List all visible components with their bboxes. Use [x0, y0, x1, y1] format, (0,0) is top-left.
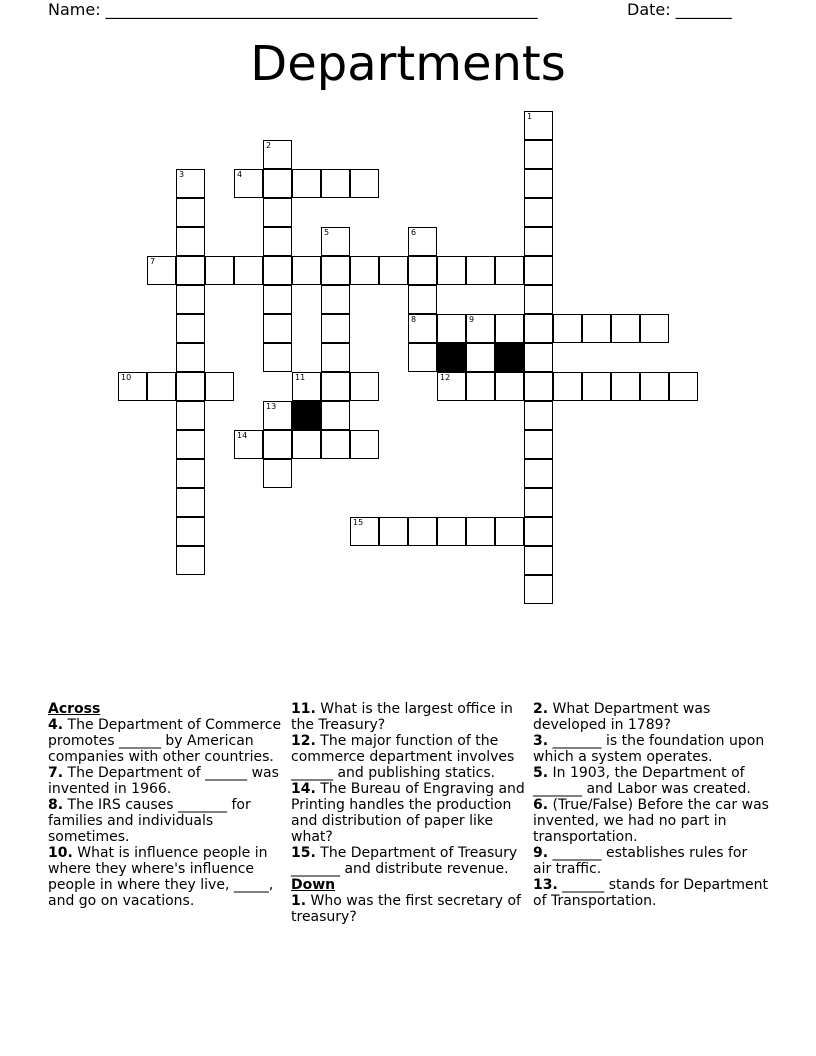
grid-cell[interactable] — [263, 285, 292, 314]
grid-cell[interactable] — [176, 517, 205, 546]
grid-cell[interactable] — [640, 372, 669, 401]
clue-number: 2 — [266, 141, 272, 150]
grid-cell[interactable] — [147, 256, 176, 285]
clue-across-14: 14. The Bureau of Engraving and Printing handles the production and distribution of paper like what? — [291, 781, 525, 845]
clue-number: 3 — [179, 170, 185, 179]
clue-number: 11 — [295, 373, 306, 382]
clue-across-7: 7. The Department of ______ was invented in 1966. — [48, 765, 279, 797]
grid-cell[interactable] — [524, 285, 553, 314]
grid-cell[interactable] — [263, 459, 292, 488]
grid-cell[interactable] — [350, 256, 379, 285]
grid-cell[interactable] — [524, 517, 553, 546]
grid-cell[interactable] — [524, 459, 553, 488]
grid-cell[interactable] — [466, 372, 495, 401]
grid-cell[interactable] — [524, 430, 553, 459]
grid-cell[interactable] — [292, 256, 321, 285]
grid-cell[interactable] — [118, 372, 147, 401]
grid-cell[interactable] — [263, 227, 292, 256]
clue-number: 14 — [237, 431, 248, 440]
grid-cell[interactable] — [408, 256, 437, 285]
grid-cell[interactable] — [524, 546, 553, 575]
grid-cell[interactable] — [292, 372, 321, 401]
grid-cell[interactable] — [321, 314, 350, 343]
grid-cell[interactable] — [176, 430, 205, 459]
clue-number: 7 — [150, 257, 156, 266]
grid-cell[interactable] — [640, 314, 669, 343]
grid-cell[interactable] — [350, 430, 379, 459]
grid-cell[interactable] — [263, 198, 292, 227]
grid-cell[interactable] — [176, 227, 205, 256]
grid-cell[interactable] — [176, 285, 205, 314]
across-heading: Across — [48, 701, 101, 717]
grid-cell[interactable] — [176, 459, 205, 488]
grid-cell[interactable] — [495, 517, 524, 546]
grid-cell[interactable] — [234, 169, 263, 198]
grid-cell[interactable] — [524, 256, 553, 285]
grid-cell[interactable] — [582, 314, 611, 343]
grid-cell[interactable] — [466, 314, 495, 343]
clue-number: 13 — [266, 402, 277, 411]
clue-number: 4 — [237, 170, 243, 179]
grid-cell[interactable] — [321, 285, 350, 314]
grid-cell[interactable] — [524, 575, 553, 604]
grid-cell[interactable] — [234, 256, 263, 285]
clue-down-13: 13. ______ stands for Department of Transportation. — [533, 877, 768, 909]
grid-cell[interactable] — [524, 140, 553, 169]
clue-down-9: 9. _______ establishes rules for air traffic. — [533, 845, 748, 877]
grid-cell[interactable] — [205, 256, 234, 285]
grid-cell[interactable] — [495, 372, 524, 401]
grid-cell-black — [495, 343, 524, 372]
grid-cell[interactable] — [263, 401, 292, 430]
grid-cell-black — [437, 343, 466, 372]
grid-cell-black — [292, 401, 321, 430]
grid-cell[interactable] — [263, 343, 292, 372]
clue-number: 9 — [469, 315, 475, 324]
grid-cell[interactable] — [176, 256, 205, 285]
clue-number: 12 — [440, 373, 451, 382]
grid-cell[interactable] — [408, 285, 437, 314]
grid-cell[interactable] — [292, 169, 321, 198]
grid-cell[interactable] — [524, 198, 553, 227]
clues-column-2 — [291, 701, 527, 925]
grid-cell[interactable] — [669, 372, 698, 401]
clue-across-15: 15. The Department of Treasury _______ and distribute revenue. — [291, 845, 518, 877]
grid-cell[interactable] — [524, 343, 553, 372]
clue-down-1: 1. Who was the first secretary of treasury? — [291, 893, 521, 925]
grid-cell[interactable] — [321, 401, 350, 430]
clue-number: 6 — [411, 228, 417, 237]
grid-cell[interactable] — [321, 227, 350, 256]
grid-cell[interactable] — [408, 517, 437, 546]
clue-across-10: 10. What is influence people in where they where's influence people in where they live, _____, and go on vacations. — [48, 845, 274, 909]
clue-down-2: 2. What Department was developed in 1789? — [533, 701, 711, 733]
grid-cell[interactable] — [466, 343, 495, 372]
clue-number: 1 — [527, 112, 533, 121]
grid-cell[interactable] — [176, 546, 205, 575]
clue-across-4: 4. The Department of Commerce promotes ______ by American companies with other countries. — [48, 717, 282, 765]
grid-cell[interactable] — [321, 372, 350, 401]
clue-down-6: 6. (True/False) Before the car was invented, we had no part in transportation. — [533, 797, 769, 845]
clue-across-8: 8. The IRS causes _______ for families and individuals sometimes. — [48, 797, 251, 845]
grid-cell[interactable] — [408, 343, 437, 372]
grid-cell[interactable] — [379, 517, 408, 546]
grid-cell[interactable] — [205, 372, 234, 401]
clue-down-5: 5. In 1903, the Department of _______ and Labor was created. — [533, 765, 751, 797]
grid-cell[interactable] — [263, 430, 292, 459]
clue-across-11: 11. What is the largest office in the Treasury? — [291, 701, 513, 733]
clue-number: 8 — [411, 315, 417, 324]
down-heading: Down — [291, 877, 336, 893]
grid-cell[interactable] — [176, 372, 205, 401]
grid-cell[interactable] — [553, 314, 582, 343]
grid-cell[interactable] — [553, 372, 582, 401]
grid-cell[interactable] — [292, 430, 321, 459]
grid-cell[interactable] — [466, 517, 495, 546]
grid-cell[interactable] — [437, 314, 466, 343]
date-field: Date: _______ — [627, 0, 732, 19]
grid-cell[interactable] — [321, 430, 350, 459]
grid-cell[interactable] — [379, 256, 408, 285]
grid-cell[interactable] — [524, 111, 553, 140]
grid-cell[interactable] — [437, 517, 466, 546]
grid-cell[interactable] — [176, 343, 205, 372]
clue-number: 10 — [121, 373, 132, 382]
grid-cell[interactable] — [350, 517, 379, 546]
clue-down-3: 3. _______ is the foundation upon which a system operates. — [533, 733, 765, 765]
grid-cell[interactable] — [321, 343, 350, 372]
grid-cell[interactable] — [176, 314, 205, 343]
grid-cell[interactable] — [408, 227, 437, 256]
grid-cell[interactable] — [176, 198, 205, 227]
grid-cell[interactable] — [524, 488, 553, 517]
grid-cell[interactable] — [176, 488, 205, 517]
grid-cell[interactable] — [321, 169, 350, 198]
grid-cell[interactable] — [495, 256, 524, 285]
grid-cell[interactable] — [263, 140, 292, 169]
page-title: Departments — [250, 36, 566, 92]
grid-cell[interactable] — [524, 401, 553, 430]
grid-cell[interactable] — [147, 372, 176, 401]
grid-cell[interactable] — [176, 169, 205, 198]
grid-cell[interactable] — [321, 256, 350, 285]
clues-column-1 — [48, 701, 284, 909]
clue-number: 5 — [324, 228, 330, 237]
clue-number: 15 — [353, 518, 364, 527]
clue-across-12: 12. The major function of the commerce department involves ______ and publishing statics. — [291, 733, 515, 781]
grid-cell[interactable] — [611, 372, 640, 401]
grid-cell[interactable] — [524, 372, 553, 401]
grid-cell[interactable] — [524, 227, 553, 256]
grid-cell[interactable] — [234, 430, 263, 459]
grid-cell[interactable] — [437, 372, 466, 401]
grid-cell[interactable] — [408, 314, 437, 343]
grid-cell[interactable] — [176, 401, 205, 430]
grid-cell[interactable] — [350, 372, 379, 401]
name-field: Name: ______________________________________________________ — [48, 0, 538, 19]
grid-cell[interactable] — [495, 314, 524, 343]
grid-cell[interactable] — [582, 372, 611, 401]
grid-cell[interactable] — [611, 314, 640, 343]
grid-cell[interactable] — [263, 314, 292, 343]
grid-cell[interactable] — [524, 314, 553, 343]
grid-cell[interactable] — [263, 256, 292, 285]
clues-column-3 — [533, 701, 769, 909]
grid-cell[interactable] — [263, 169, 292, 198]
grid-cell[interactable] — [466, 256, 495, 285]
grid-cell[interactable] — [350, 169, 379, 198]
grid-cell[interactable] — [437, 256, 466, 285]
grid-cell[interactable] — [524, 169, 553, 198]
